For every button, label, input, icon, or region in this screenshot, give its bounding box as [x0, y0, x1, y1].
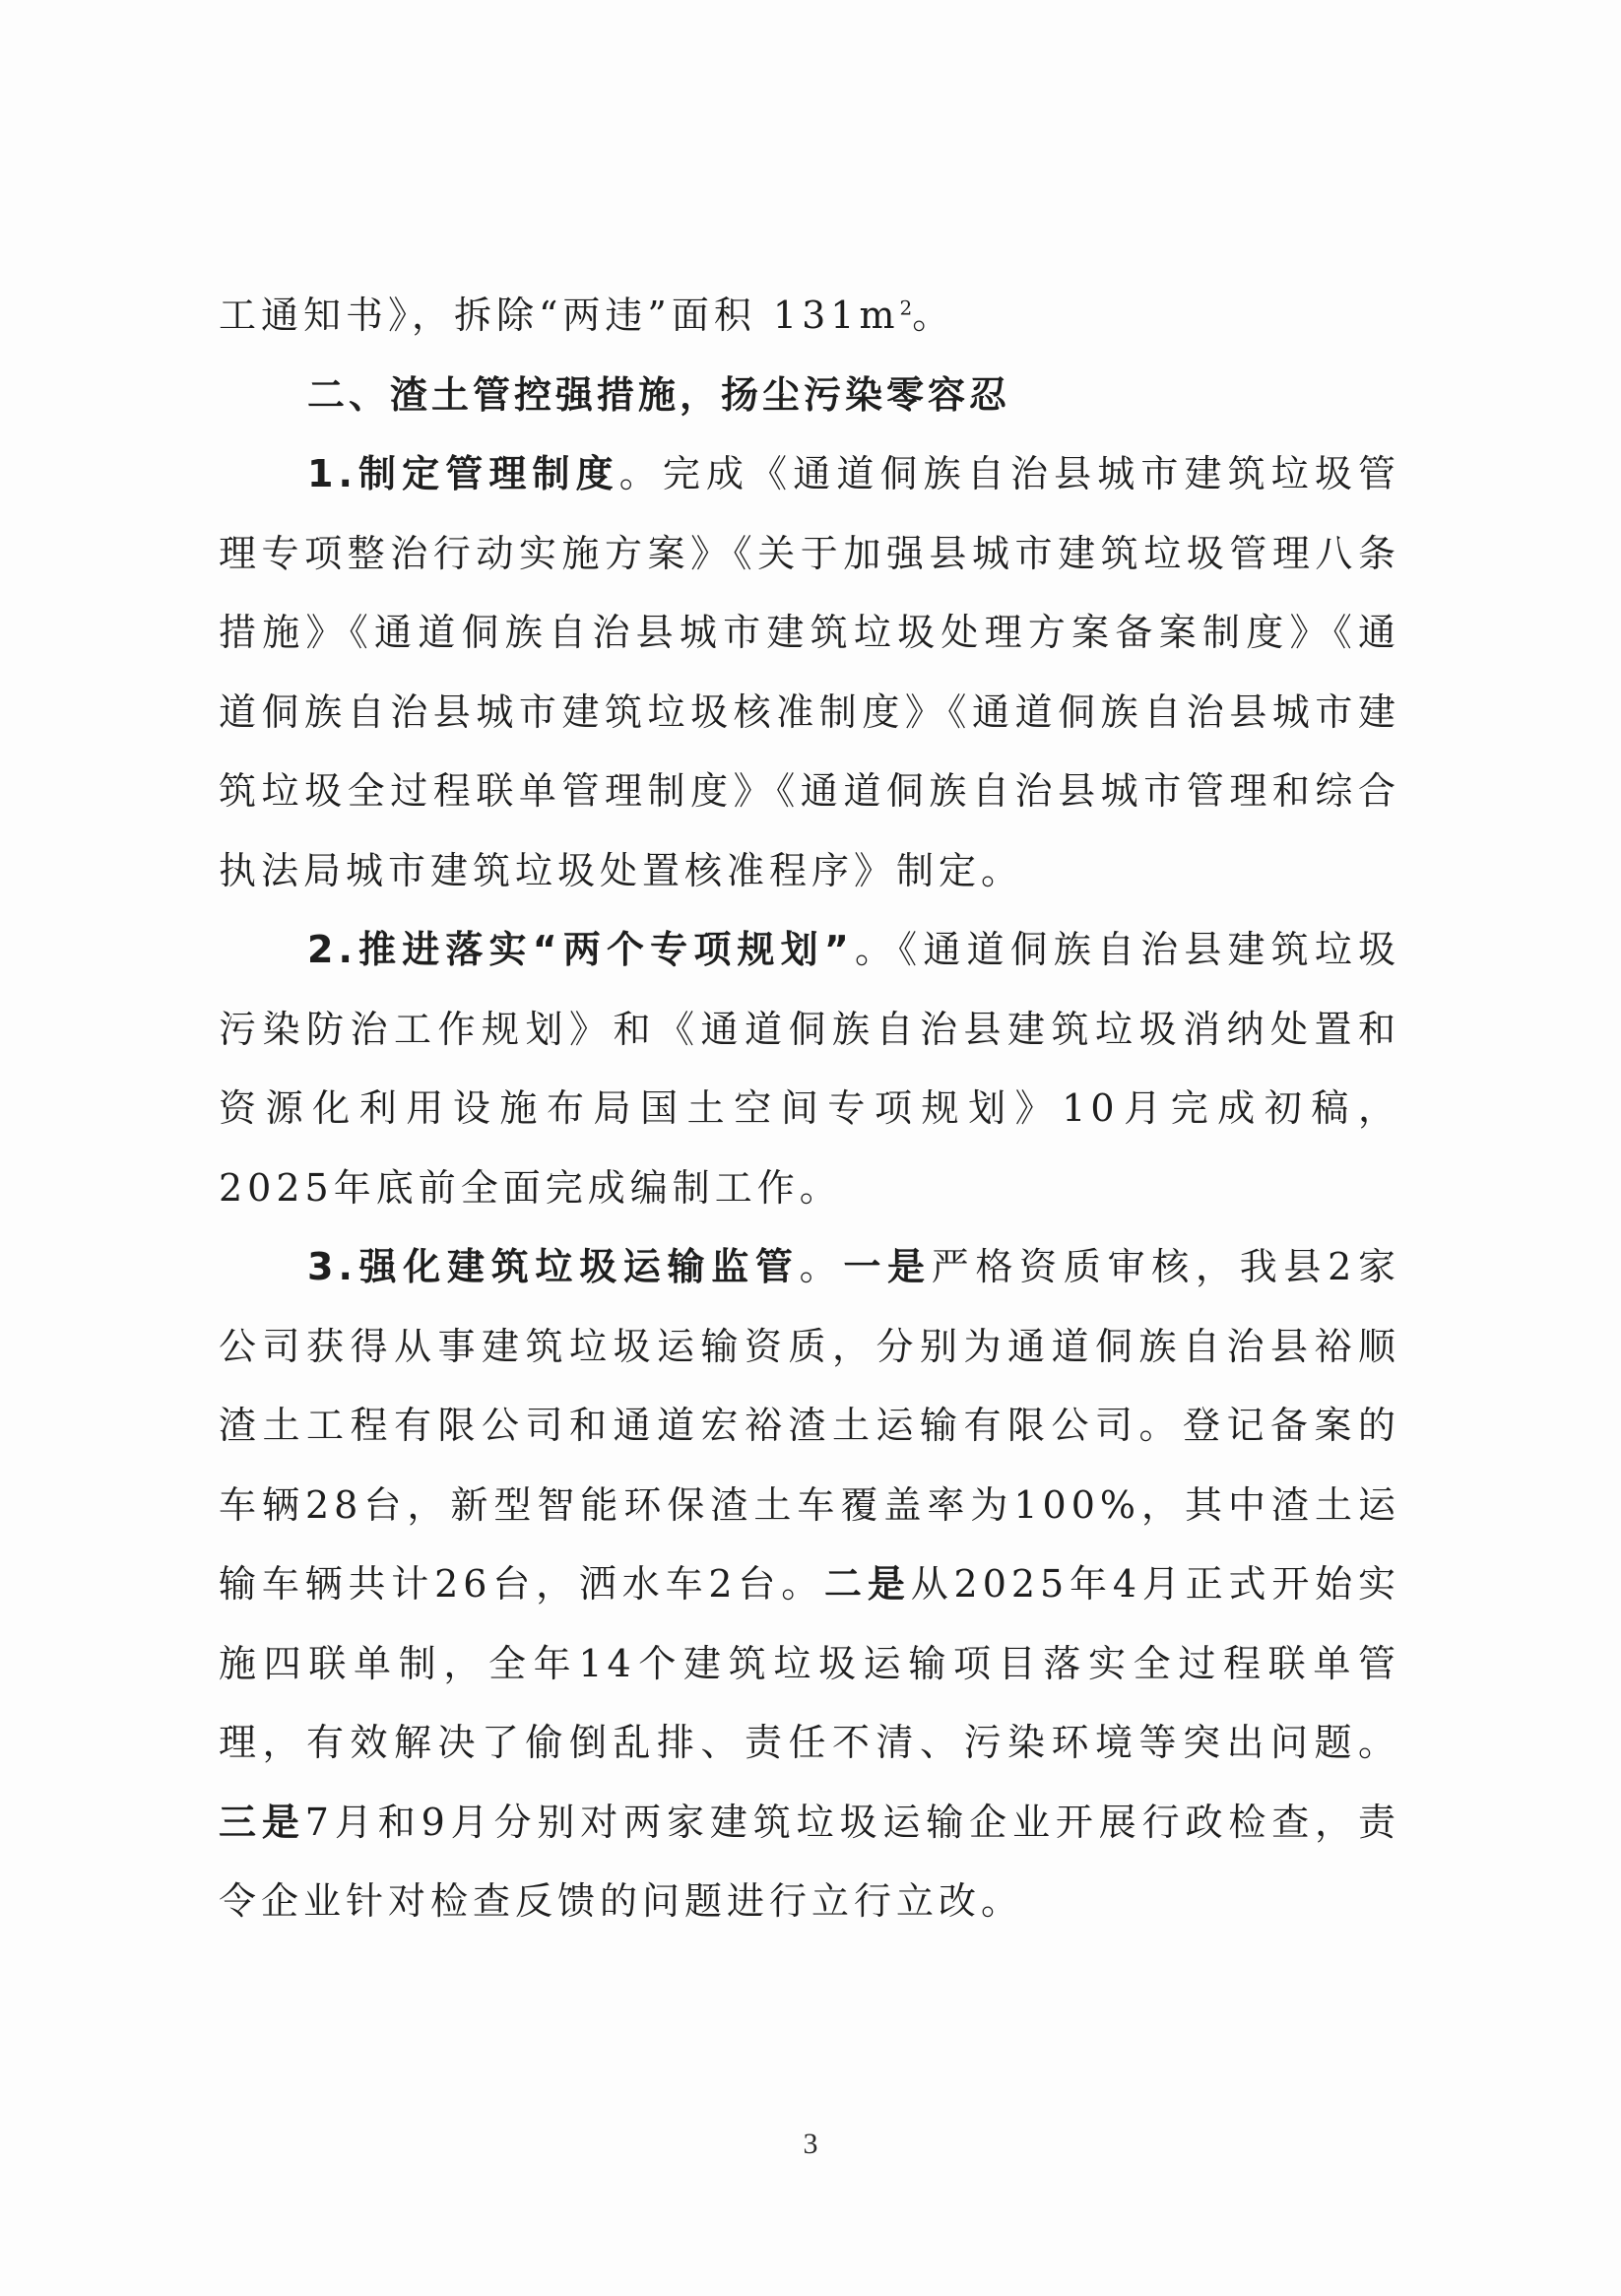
page-number: 3	[803, 2128, 818, 2160]
paragraph-text-tail: 。	[912, 294, 955, 337]
paragraph-text: 。《通道侗族自治县建筑垃圾污染防治工作规划》和《通道侗族自治县建筑垃圾消纳处置和资源化利用设施布局国土空间专项规划》10月完成初稿，2025年底前全面完成编制工作。	[219, 928, 1400, 1210]
paragraph-text: 从2025年4月正式开始实施四联单制，全年14个建筑垃圾运输项目落实全过程联单管理，有效解决了偷倒乱排、责任不清、污染环境等突出问题。	[219, 1562, 1400, 1764]
paragraph-lead: 3.强化建筑垃圾运输监管	[307, 1245, 800, 1288]
paragraph-continuation	[219, 276, 1400, 356]
paragraph-text: 严格资质审核，我县2家公司获得从事建筑垃圾运输资质，分别为通道侗族自治县裕顺渣土工程有限公司和通道宏裕渣土运输有限公司。登记备案的车辆28台，新型智能环保渣土车覆盖率为100%，其中渣土运输车辆共计26台，洒水车2台。	[219, 1245, 1400, 1606]
paragraph-transport-supervision	[219, 1227, 1400, 1941]
paragraph-lead: 1.制定管理制度	[307, 452, 619, 495]
section-heading: 二、渣土管控强措施，扬尘污染零容忍	[307, 372, 1011, 417]
superscript-2: 2	[899, 295, 913, 320]
paragraph-lead: 2.推进落实“两个专项规划”	[307, 928, 854, 971]
paragraph-text: 7月和9月分别对两家建筑垃圾运输企业开展行政检查，责令企业针对检查反馈的问题进行立行立改。	[219, 1800, 1400, 1923]
paragraph-management-system	[219, 434, 1400, 910]
paragraph-text: 。	[799, 1245, 844, 1288]
keyword-third: 三是	[219, 1800, 305, 1844]
paragraph-text: 工通知书》，拆除“两违”面积 131m	[219, 294, 900, 337]
document-body	[219, 276, 1400, 1941]
paragraph-special-plans	[219, 910, 1400, 1227]
keyword-first: 一是	[843, 1245, 932, 1288]
paragraph-text: 。完成《通道侗族自治县城市建筑垃圾管理专项整治行动实施方案》《关于加强县城市建筑垃圾管理八条措施》《通道侗族自治县城市建筑垃圾处理方案备案制度》《通道侗族自治县城市建筑垃圾核准制度》《通道侗族自治县城市建筑垃圾全过程联单管理制度》《通道侗族自治县城市管理和综合执法局城市建筑垃圾处置核准程序》制定。	[219, 452, 1400, 892]
keyword-second: 二是	[824, 1562, 911, 1606]
